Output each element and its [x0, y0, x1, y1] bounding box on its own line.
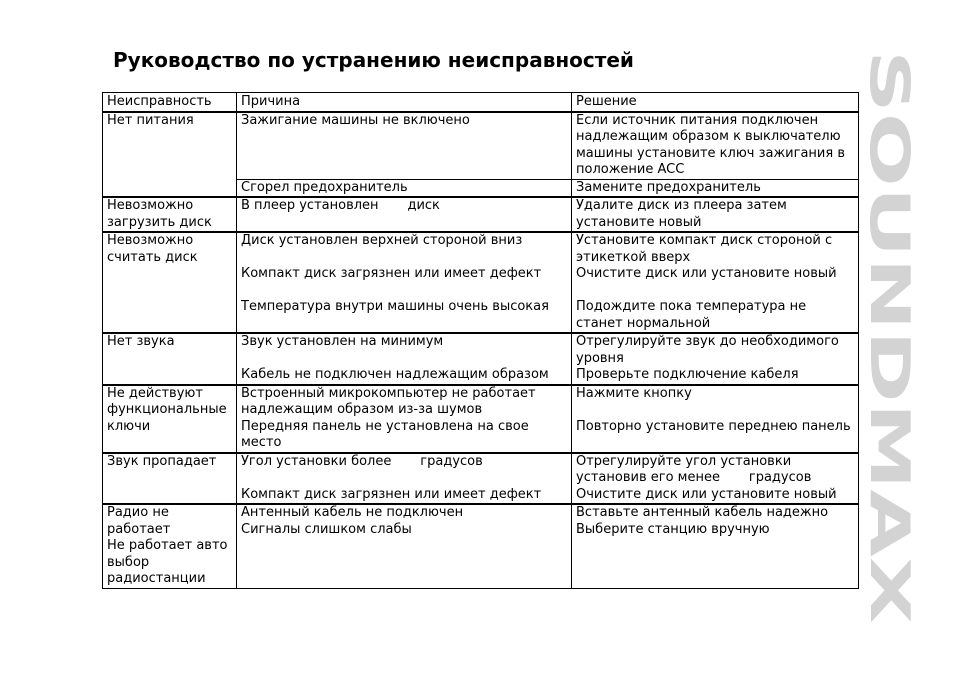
- solution-cell: Вставьте антенный кабель надежно Выберите станцию вручную: [572, 504, 859, 588]
- table-row: [103, 504, 859, 588]
- table-header-row: [103, 93, 859, 112]
- solution-cell: Установите компакт диск стороной с этикеткой вверх Очистите диск или установите новый Подождите пока температура не станет нормальной: [572, 232, 859, 333]
- cause-cell: Угол установки более градусов Компакт диск загрязнен или имеет дефект: [237, 453, 572, 505]
- header-solution: Решение: [572, 93, 859, 112]
- cause-cell: Звук установлен на минимум Кабель не подключен надлежащим образом: [237, 333, 572, 385]
- cause-cell: Зажигание машины не включено: [237, 112, 572, 180]
- header-fault: Неисправность: [103, 93, 237, 112]
- table-row: [103, 453, 859, 505]
- fault-cell: Не действуют функциональные ключи: [103, 385, 237, 453]
- header-cause: Причина: [237, 93, 572, 112]
- fault-cell: Невозможно считать диск: [103, 232, 237, 333]
- solution-cell: Замените предохранитель: [572, 179, 859, 197]
- table-row: [103, 112, 859, 180]
- table-row: [103, 232, 859, 333]
- solution-cell: Если источник питания подключен надлежащим образом к выключателю машины установите ключ зажигания в положение ACC: [572, 112, 859, 180]
- solution-cell: Нажмите кнопку Повторно установите переднею панель: [572, 385, 859, 453]
- cause-cell: Антенный кабель не подключен Сигналы слишком слабы: [237, 504, 572, 588]
- solution-cell: Отрегулируйте угол установки установив его менее градусов Очистите диск или установите новый: [572, 453, 859, 505]
- table-row: [103, 197, 859, 232]
- fault-cell: Звук пропадает: [103, 453, 237, 505]
- page-title: Руководство по устранению неисправностей: [113, 48, 634, 72]
- cause-cell: Сгорел предохранитель: [237, 179, 572, 197]
- solution-cell: Удалите диск из плеера затем установите новый: [572, 197, 859, 232]
- brand-logo: [858, 50, 921, 624]
- fault-cell: Нет питания: [103, 112, 237, 198]
- fault-cell: Радио не работает Не работает авто выбор радиостанции: [103, 504, 237, 588]
- table-row: [103, 385, 859, 453]
- cause-cell: Диск установлен верхней стороной вниз Компакт диск загрязнен или имеет дефект Температура внутри машины очень высокая: [237, 232, 572, 333]
- table-row: [103, 333, 859, 385]
- fault-cell: Нет звука: [103, 333, 237, 385]
- fault-cell: Невозможно загрузить диск: [103, 197, 237, 232]
- solution-cell: Отрегулируйте звук до необходимого уровня Проверьте подключение кабеля: [572, 333, 859, 385]
- cause-cell: Встроенный микрокомпьютер не работает надлежащим образом из-за шумов Передняя панель не установлена на свое место: [237, 385, 572, 453]
- cause-cell: В плеер установлен диск: [237, 197, 572, 232]
- troubleshooting-table: [102, 92, 859, 589]
- brand-logo-text: SOUNDMAX: [858, 50, 921, 406]
